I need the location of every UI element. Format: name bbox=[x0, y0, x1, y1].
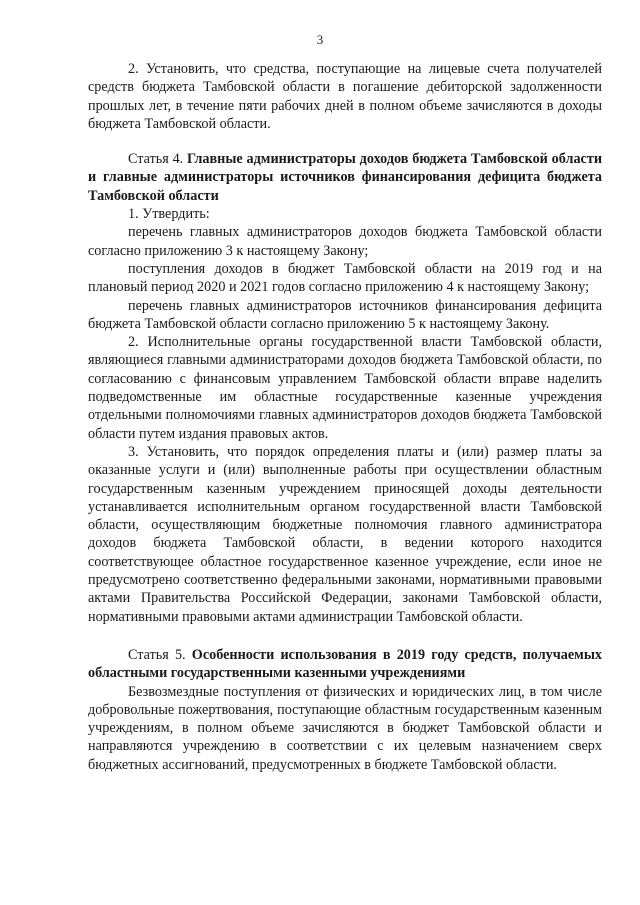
article-4-paragraph: 3. Установить, что порядок определения платы и (или) размер платы за оказанные услуги и (или) выполненные работы при осуществлении областным государственным казенным учреждением приносящей доходы деятельности устанавливается исполнительным органом государственной власти Тамбовской области, осуществляющим бюджетные полномочия главного администратора доходов бюджета Тамбовской области, в ведении которого находится соответствующее областное государственное казенное учреждение, если иное не предусмотрено соответственно федеральными законами, нормативными правовыми актами Правительства Российской Федерации, законами Тамбовской области, нормативными правовыми актами администрации Тамбовской области. bbox=[88, 443, 602, 625]
article-4-paragraph: перечень главных администраторов источников финансирования дефицита бюджета Тамбовской области согласно приложению 5 к настоящему Закону. bbox=[88, 297, 602, 332]
article-5-title: Особенности использования в 2019 году средств, получаемых областными государственными казенными учреждениями bbox=[88, 646, 602, 682]
document-body bbox=[88, 60, 602, 774]
article-4-paragraph: перечень главных администраторов доходов бюджета Тамбовской области согласно приложению 3 к настоящему Закону; bbox=[88, 224, 602, 259]
page-number: 3 bbox=[316, 32, 324, 47]
article-4-prefix: Статья 4. bbox=[128, 151, 188, 168]
article-4-title: Главные администраторы доходов бюджета Тамбовской области и главные администраторы источников финансирования дефицита бюджета Тамбовской области bbox=[88, 151, 602, 204]
article-5-paragraph: Безвозмездные поступления от физических и юридических лиц, в том числе добровольные пожертвования, поступающие областным государственным казенным учреждениям, в полном объеме зачисляются в бюджет Тамбовской области и направляются учреждению в соответствии с их целевым назначением сверх бюджетных ассигнований, предусмотренных в бюджете Тамбовской области. bbox=[88, 683, 602, 773]
article-5-heading bbox=[88, 646, 602, 683]
article-5-prefix: Статья 5. bbox=[128, 646, 192, 663]
article-4-paragraph: 1. Утвердить: bbox=[128, 206, 210, 223]
paragraph-intro: 2. Установить, что средства, поступающие на лицевые счета получателей средств бюджета Тамбовской области в погашение дебиторской задолженности прошлых лет, в течение пяти рабочих дней в полном объеме зачисляются в доходы бюджета Тамбовской области. bbox=[88, 61, 602, 132]
article-4-paragraph: поступления доходов в бюджет Тамбовской области на 2019 год и на плановый период 2020 и 2021 годов согласно приложению 4 к настоящему Закону; bbox=[88, 260, 602, 296]
article-4-paragraph: 2. Исполнительные органы государственной власти Тамбовской области, являющиеся главными администраторами доходов бюджета Тамбовской области, по согласованию с финансовым управлением Тамбовской области вправе наделить подведомственные им областные государственные казенные учреждения отдельными полномочиями главных администраторов доходов бюджета Тамбовской области путем издания правовых актов. bbox=[88, 334, 602, 442]
article-4-heading bbox=[88, 150, 602, 205]
